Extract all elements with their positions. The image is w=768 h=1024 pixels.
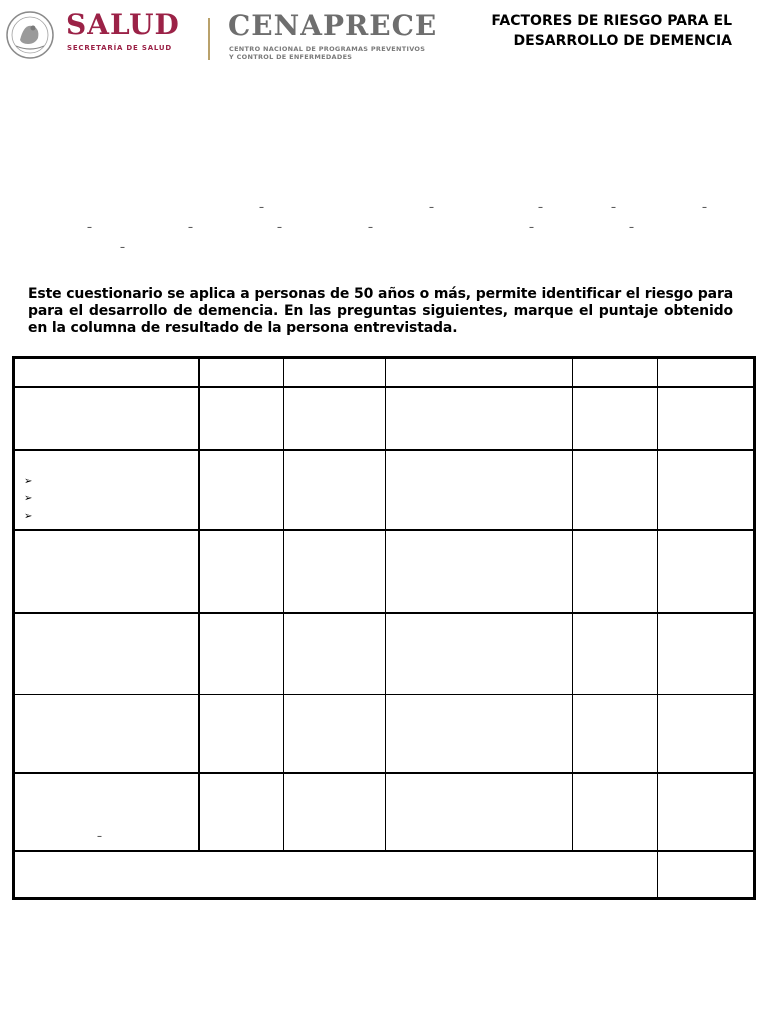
salud-logo-subtitle: SECRETARÍA DE SALUD	[67, 44, 173, 52]
table-border-bottom	[12, 897, 756, 900]
table-row-line	[12, 850, 756, 852]
table-row-line	[12, 772, 756, 774]
cenaprece-subtitle-line1: CENTRO NACIONAL DE PROGRAMAS PREVENTIVOS	[229, 45, 426, 53]
form-field-dash: –	[629, 222, 634, 233]
cenaprece-subtitle-line2: Y CONTROL DE ENFERMEDADES	[229, 53, 353, 61]
table-column-line	[385, 356, 386, 852]
cenaprece-logo-text: CENAPRECE	[228, 9, 438, 42]
bullet-arrow-icon: ➢	[24, 476, 33, 487]
form-field-dash: –	[188, 222, 193, 233]
form-field-dash: –	[429, 202, 434, 213]
table-column-line	[283, 356, 284, 852]
salud-logo-text: SALUD	[66, 8, 180, 41]
table-border-right	[753, 356, 756, 900]
document-title-line2: DESARROLLO DE DEMENCIA	[513, 33, 732, 49]
form-field-dash: –	[97, 831, 102, 842]
document-title-line1: FACTORES DE RIESGO PARA EL	[491, 13, 732, 29]
table-border-left	[12, 356, 15, 900]
form-field-dash: –	[611, 202, 616, 213]
table-row-line	[12, 449, 756, 451]
table-row-line	[12, 612, 756, 614]
table-row-line	[12, 694, 756, 695]
form-field-dash: –	[87, 222, 92, 233]
form-field-dash: –	[538, 202, 543, 213]
form-field-dash: –	[259, 202, 264, 213]
table-row-line	[12, 529, 756, 531]
table-column-line	[657, 356, 658, 900]
form-field-dash: –	[368, 222, 373, 233]
form-field-dash: –	[702, 202, 707, 213]
table-column-line	[572, 356, 573, 852]
bullet-arrow-icon: ➢	[24, 493, 33, 504]
form-field-dash: –	[529, 222, 534, 233]
bullet-arrow-icon: ➢	[24, 511, 33, 522]
table-border-top	[12, 356, 756, 359]
form-field-dash: –	[277, 222, 282, 233]
table-row-line	[12, 386, 756, 388]
table-column-line	[198, 356, 200, 852]
intro-paragraph: Este cuestionario se aplica a personas de 50 años o más, permite identificar el riesgo para para el desarrollo de demencia. En las preguntas siguientes, marque el puntaje obtenido en la columna de resultado de la persona entrevistada.	[28, 286, 733, 336]
form-field-dash: –	[120, 242, 125, 253]
